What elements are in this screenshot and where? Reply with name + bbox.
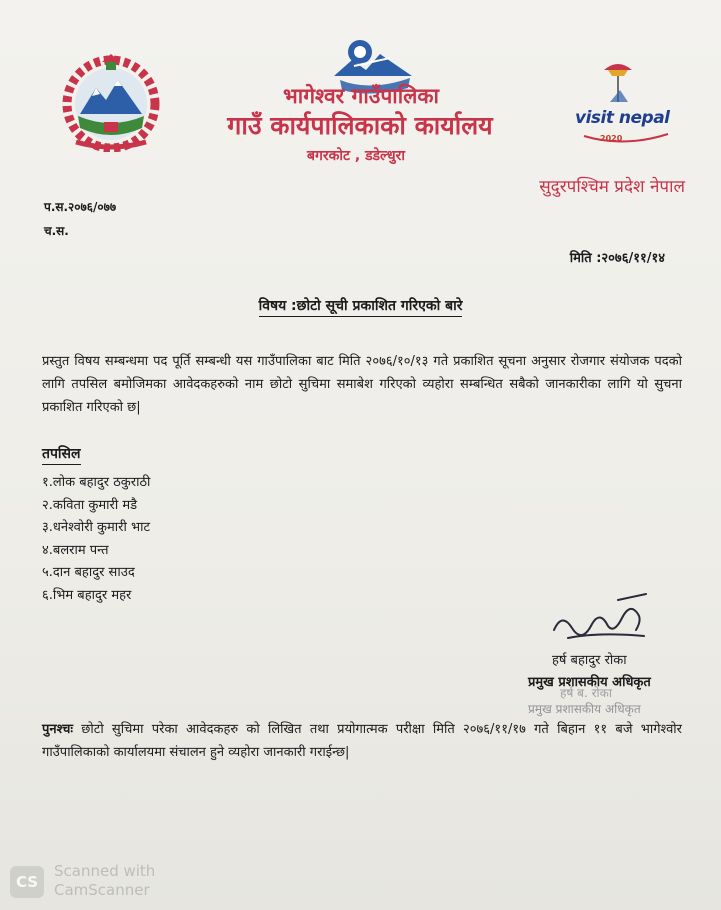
office-address: बगरकोट , डडेल्धुरा: [306, 148, 406, 164]
province-name: सुदुरपश्चिम प्रदेश नेपाल: [539, 177, 685, 197]
postscript-text: छोटो सुचिमा परेका आवेदकहरु को लिखित तथा प्रयोगात्मक परीक्षा मिति २०७६/११/१७ गते बिहान ११ बजे भागेश्वोर गाउँपालिकाको कार्यालयमा संचालन हुने व्यहोरा जानकारी गराईन्छ|: [42, 722, 682, 760]
body-paragraph: प्रस्तुत विषय सम्बन्धमा पद पूर्ति सम्बन्धी यस गाउँपालिका बाट मिति २०७६/१०/१३ गते प्रकाशित सूचना अनुसार रोजगार संयोजक पदको लागि तपसिल बमोजिमका आवेदकहरुको नाम छोटो सुचिमा समाबेश गरिएको व्यहोरा सम्बन्धित सबैको जानकारीका लागि यो सुचना प्रकाशित गरिएको छ|: [42, 354, 682, 415]
letter-date: मिति :२०७६/११/१४: [569, 251, 665, 266]
office-name: गाउँ कार्यपालिकाको कार्यालय: [227, 111, 493, 140]
scanner-watermark: [10, 862, 210, 902]
list-heading: तपसिल: [42, 444, 81, 465]
visit-nepal-text: visit nepal: [575, 108, 670, 128]
reference-number: प.स.२०७६/०७७: [44, 200, 117, 214]
watermark-line1: Scanned with: [54, 862, 156, 880]
list-item: ५.दान बहादुर साउद: [42, 565, 135, 580]
list-item: ६.भिम बहादुर महर: [42, 587, 132, 603]
visit-nepal-logo-icon: [570, 56, 680, 152]
watermark-text: [54, 862, 155, 900]
signatory-title: प्रमुख प्रशासकीय अधिकृत: [528, 675, 651, 690]
camscanner-badge: CS: [10, 866, 44, 898]
signatory-name: हर्ष बहादुर रोका: [552, 653, 627, 668]
nepal-emblem-icon: [62, 52, 160, 152]
dispatch-number: च.स.: [44, 224, 69, 238]
watermark-line2: CamScanner: [54, 881, 150, 899]
subject-line: [0, 296, 721, 315]
list-item: ४.बलराम पन्त: [42, 542, 109, 558]
list-item: २.कविता कुमारी मडै: [42, 497, 138, 513]
stamp-name: हर्ष ब. रोका: [560, 686, 612, 700]
postscript: [42, 718, 682, 764]
list-item: १.लोक बहादुर ठकुराठी: [42, 475, 151, 490]
candidate-list: [42, 472, 150, 607]
postscript-label: पुनश्चः: [42, 722, 74, 737]
visit-nepal-year: 2020: [600, 134, 623, 143]
subject-text: विषय :छोटो सूची प्रकाशित गरिएको बारे: [259, 298, 463, 317]
signature-icon: [548, 590, 658, 648]
list-item: ३.धनेश्वोरी कुमारी भाट: [42, 520, 151, 535]
municipality-name: भागेश्वर गाउँपालिका: [283, 84, 439, 108]
stamp-title: प्रमुख प्रशासकीय अधिकृत: [528, 702, 641, 716]
